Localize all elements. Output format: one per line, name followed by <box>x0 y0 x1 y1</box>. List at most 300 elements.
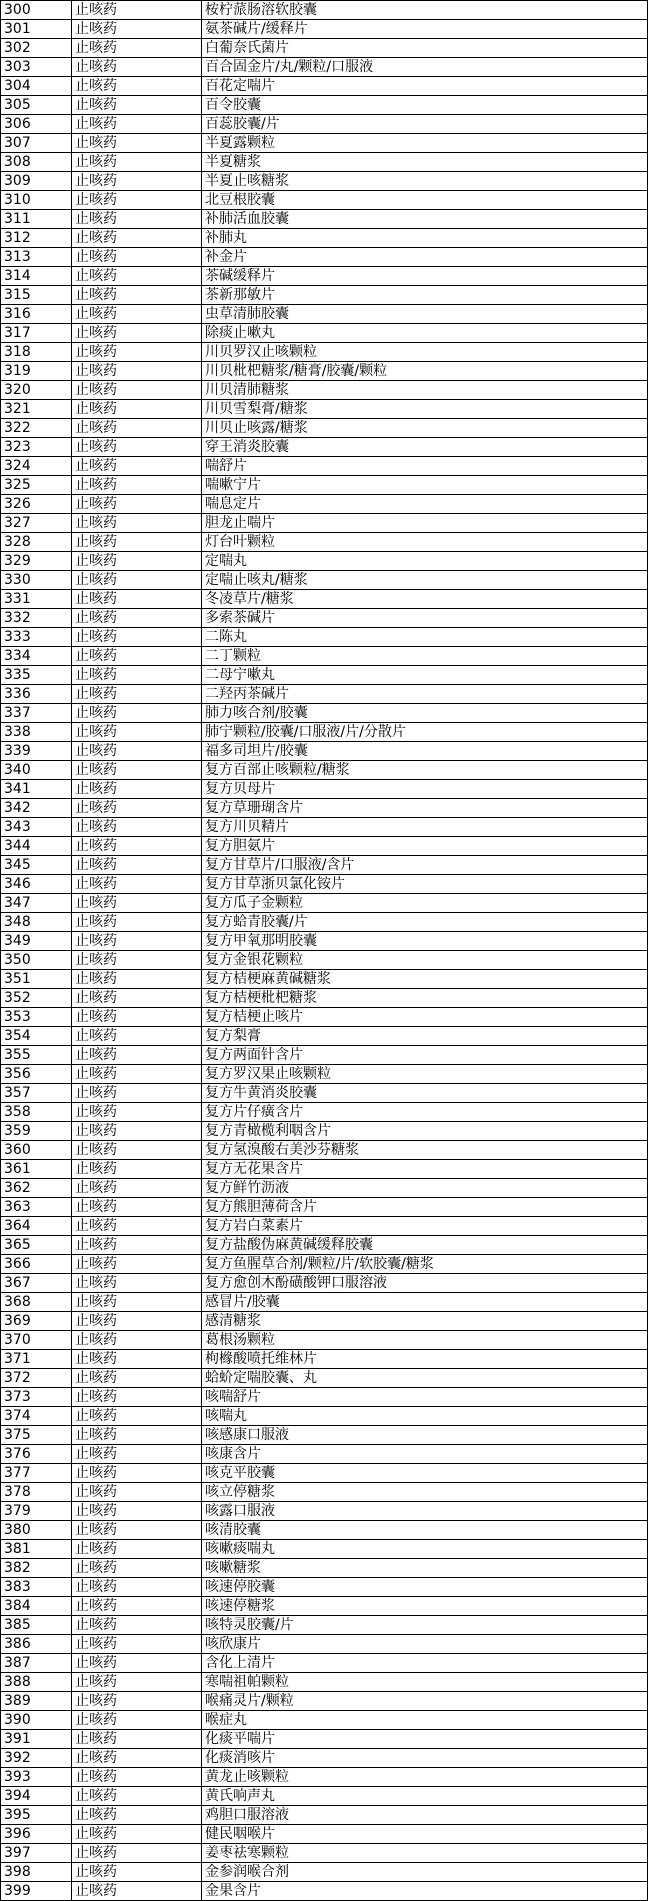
table-row <box>1 1711 648 1730</box>
drug-name-cell: 冬凌草片/糖浆 <box>202 590 648 609</box>
row-number-cell: 323 <box>1 438 72 457</box>
table-row <box>1 514 648 533</box>
category-cell: 止咳药 <box>72 628 202 647</box>
table-row <box>1 742 648 761</box>
category-cell: 止咳药 <box>72 153 202 172</box>
table-row <box>1 1369 648 1388</box>
drug-name-cell: 复方桔梗枇杷糖浆 <box>202 989 648 1008</box>
table-row <box>1 1882 648 1901</box>
drug-name-cell: 二陈丸 <box>202 628 648 647</box>
row-number-cell: 387 <box>1 1654 72 1673</box>
drug-name-cell: 黄龙止咳颗粒 <box>202 1768 648 1787</box>
category-cell: 止咳药 <box>72 1521 202 1540</box>
category-cell: 止咳药 <box>72 1806 202 1825</box>
drug-name-cell: 北豆根胶囊 <box>202 191 648 210</box>
table-row <box>1 1198 648 1217</box>
category-cell: 止咳药 <box>72 666 202 685</box>
table-row <box>1 115 648 134</box>
category-cell: 止咳药 <box>72 875 202 894</box>
table-row <box>1 381 648 400</box>
row-number-cell: 394 <box>1 1787 72 1806</box>
table-row <box>1 1730 648 1749</box>
table-row <box>1 1236 648 1255</box>
category-cell: 止咳药 <box>72 1 202 20</box>
drug-name-cell: 百令胶囊 <box>202 96 648 115</box>
row-number-cell: 388 <box>1 1673 72 1692</box>
table-row <box>1 875 648 894</box>
row-number-cell: 354 <box>1 1027 72 1046</box>
row-number-cell: 340 <box>1 761 72 780</box>
drug-name-cell: 寒喘祖帕颗粒 <box>202 1673 648 1692</box>
row-number-cell: 376 <box>1 1445 72 1464</box>
drug-name-cell: 二丁颗粒 <box>202 647 648 666</box>
drug-name-cell: 复方胆氨片 <box>202 837 648 856</box>
drug-name-cell: 复方川贝精片 <box>202 818 648 837</box>
table-row <box>1 1293 648 1312</box>
drug-name-cell: 穿王消炎胶囊 <box>202 438 648 457</box>
table-row <box>1 1635 648 1654</box>
drug-name-cell: 健民咽喉片 <box>202 1825 648 1844</box>
row-number-cell: 373 <box>1 1388 72 1407</box>
row-number-cell: 337 <box>1 704 72 723</box>
category-cell: 止咳药 <box>72 932 202 951</box>
table-row <box>1 780 648 799</box>
drug-name-cell: 复方牛黄消炎胶囊 <box>202 1084 648 1103</box>
table-row <box>1 1312 648 1331</box>
category-cell: 止咳药 <box>72 818 202 837</box>
row-number-cell: 369 <box>1 1312 72 1331</box>
row-number-cell: 355 <box>1 1046 72 1065</box>
table-row <box>1 932 648 951</box>
category-cell: 止咳药 <box>72 267 202 286</box>
category-cell: 止咳药 <box>72 1730 202 1749</box>
drug-name-cell: 复方甲氧那明胶囊 <box>202 932 648 951</box>
row-number-cell: 396 <box>1 1825 72 1844</box>
category-cell: 止咳药 <box>72 1559 202 1578</box>
category-cell: 止咳药 <box>72 989 202 1008</box>
table-row <box>1 457 648 476</box>
category-cell: 止咳药 <box>72 761 202 780</box>
drug-name-cell: 定喘止咳丸/糖浆 <box>202 571 648 590</box>
table-row <box>1 229 648 248</box>
table-row <box>1 1027 648 1046</box>
drug-name-cell: 咳欣康片 <box>202 1635 648 1654</box>
category-cell: 止咳药 <box>72 1217 202 1236</box>
drug-name-cell: 感清糖浆 <box>202 1312 648 1331</box>
drug-name-cell: 鸡胆口服溶液 <box>202 1806 648 1825</box>
drug-name-cell: 桉柠蒎肠溶软胶囊 <box>202 1 648 20</box>
table-row <box>1 1464 648 1483</box>
drug-name-cell: 金参润喉合剂 <box>202 1863 648 1882</box>
category-cell: 止咳药 <box>72 115 202 134</box>
row-number-cell: 365 <box>1 1236 72 1255</box>
category-cell: 止咳药 <box>72 723 202 742</box>
table-row <box>1 134 648 153</box>
row-number-cell: 316 <box>1 305 72 324</box>
category-cell: 止咳药 <box>72 780 202 799</box>
drug-name-cell: 复方桔梗麻黄碱糖浆 <box>202 970 648 989</box>
row-number-cell: 346 <box>1 875 72 894</box>
category-cell: 止咳药 <box>72 1863 202 1882</box>
row-number-cell: 370 <box>1 1331 72 1350</box>
row-number-cell: 303 <box>1 58 72 77</box>
drug-name-cell: 复方熊胆薄荷含片 <box>202 1198 648 1217</box>
table-row <box>1 343 648 362</box>
category-cell: 止咳药 <box>72 533 202 552</box>
drug-name-cell: 复方鱼腥草合剂/颗粒/片/软胶囊/糖浆 <box>202 1255 648 1274</box>
table-row <box>1 761 648 780</box>
drug-list-body <box>1 1 648 1901</box>
category-cell: 止咳药 <box>72 609 202 628</box>
table-row <box>1 1255 648 1274</box>
drug-name-cell: 化痰平喘片 <box>202 1730 648 1749</box>
table-row <box>1 1350 648 1369</box>
category-cell: 止咳药 <box>72 1844 202 1863</box>
row-number-cell: 381 <box>1 1540 72 1559</box>
drug-name-cell: 百蕊胶囊/片 <box>202 115 648 134</box>
drug-name-cell: 咳嗽糖浆 <box>202 1559 648 1578</box>
drug-name-cell: 肺宁颗粒/胶囊/口服液/片/分散片 <box>202 723 648 742</box>
drug-name-cell: 喘息定片 <box>202 495 648 514</box>
row-number-cell: 345 <box>1 856 72 875</box>
row-number-cell: 393 <box>1 1768 72 1787</box>
row-number-cell: 397 <box>1 1844 72 1863</box>
row-number-cell: 377 <box>1 1464 72 1483</box>
table-row <box>1 20 648 39</box>
row-number-cell: 324 <box>1 457 72 476</box>
row-number-cell: 342 <box>1 799 72 818</box>
drug-name-cell: 咳嗽痰喘丸 <box>202 1540 648 1559</box>
row-number-cell: 325 <box>1 476 72 495</box>
category-cell: 止咳药 <box>72 1464 202 1483</box>
table-row <box>1 1160 648 1179</box>
drug-name-cell: 虫草清肺胶囊 <box>202 305 648 324</box>
row-number-cell: 335 <box>1 666 72 685</box>
table-row <box>1 305 648 324</box>
row-number-cell: 339 <box>1 742 72 761</box>
drug-name-cell: 复方两面针含片 <box>202 1046 648 1065</box>
category-cell: 止咳药 <box>72 343 202 362</box>
drug-name-cell: 除痰止嗽丸 <box>202 324 648 343</box>
category-cell: 止咳药 <box>72 837 202 856</box>
table-row <box>1 1407 648 1426</box>
row-number-cell: 395 <box>1 1806 72 1825</box>
row-number-cell: 366 <box>1 1255 72 1274</box>
row-number-cell: 306 <box>1 115 72 134</box>
category-cell: 止咳药 <box>72 894 202 913</box>
category-cell: 止咳药 <box>72 1084 202 1103</box>
table-row <box>1 1521 648 1540</box>
table-row <box>1 1084 648 1103</box>
category-cell: 止咳药 <box>72 1046 202 1065</box>
table-row <box>1 571 648 590</box>
table-row <box>1 172 648 191</box>
table-row <box>1 1217 648 1236</box>
row-number-cell: 300 <box>1 1 72 20</box>
category-cell: 止咳药 <box>72 134 202 153</box>
category-cell: 止咳药 <box>72 1407 202 1426</box>
table-row <box>1 799 648 818</box>
drug-name-cell: 川贝清肺糖浆 <box>202 381 648 400</box>
category-cell: 止咳药 <box>72 590 202 609</box>
table-row <box>1 1863 648 1882</box>
drug-name-cell: 咳喘舒片 <box>202 1388 648 1407</box>
category-cell: 止咳药 <box>72 1711 202 1730</box>
row-number-cell: 317 <box>1 324 72 343</box>
row-number-cell: 356 <box>1 1065 72 1084</box>
row-number-cell: 357 <box>1 1084 72 1103</box>
table-row <box>1 1388 648 1407</box>
category-cell: 止咳药 <box>72 1578 202 1597</box>
row-number-cell: 378 <box>1 1483 72 1502</box>
table-row <box>1 1445 648 1464</box>
table-row <box>1 1103 648 1122</box>
row-number-cell: 333 <box>1 628 72 647</box>
table-row <box>1 1046 648 1065</box>
drug-name-cell: 川贝止咳露/糖浆 <box>202 419 648 438</box>
table-row <box>1 1768 648 1787</box>
category-cell: 止咳药 <box>72 210 202 229</box>
category-cell: 止咳药 <box>72 1635 202 1654</box>
drug-name-cell: 咳感康口服液 <box>202 1426 648 1445</box>
category-cell: 止咳药 <box>72 400 202 419</box>
row-number-cell: 341 <box>1 780 72 799</box>
row-number-cell: 332 <box>1 609 72 628</box>
drug-name-cell: 喉痛灵片/颗粒 <box>202 1692 648 1711</box>
row-number-cell: 361 <box>1 1160 72 1179</box>
table-row <box>1 1122 648 1141</box>
row-number-cell: 351 <box>1 970 72 989</box>
table-row <box>1 476 648 495</box>
drug-name-cell: 茶新那敏片 <box>202 286 648 305</box>
drug-name-cell: 福多司坦片/胶囊 <box>202 742 648 761</box>
table-row <box>1 1806 648 1825</box>
table-row <box>1 1483 648 1502</box>
row-number-cell: 349 <box>1 932 72 951</box>
drug-name-cell: 咳康含片 <box>202 1445 648 1464</box>
row-number-cell: 319 <box>1 362 72 381</box>
drug-name-cell: 半夏糖浆 <box>202 153 648 172</box>
category-cell: 止咳药 <box>72 1369 202 1388</box>
category-cell: 止咳药 <box>72 96 202 115</box>
drug-name-cell: 川贝罗汉止咳颗粒 <box>202 343 648 362</box>
row-number-cell: 320 <box>1 381 72 400</box>
drug-name-cell: 川贝雪梨膏/糖浆 <box>202 400 648 419</box>
drug-name-cell: 定喘丸 <box>202 552 648 571</box>
drug-name-cell: 半夏止咳糖浆 <box>202 172 648 191</box>
table-row <box>1 723 648 742</box>
drug-name-cell: 复方蛤青胶囊/片 <box>202 913 648 932</box>
drug-name-cell: 二母宁嗽丸 <box>202 666 648 685</box>
category-cell: 止咳药 <box>72 1160 202 1179</box>
row-number-cell: 313 <box>1 248 72 267</box>
category-cell: 止咳药 <box>72 1787 202 1806</box>
table-row <box>1 609 648 628</box>
row-number-cell: 328 <box>1 533 72 552</box>
category-cell: 止咳药 <box>72 1768 202 1787</box>
drug-name-cell: 氨茶碱片/缓释片 <box>202 20 648 39</box>
drug-name-cell: 黄氏响声丸 <box>202 1787 648 1806</box>
table-row <box>1 1331 648 1350</box>
category-cell: 止咳药 <box>72 1312 202 1331</box>
category-cell: 止咳药 <box>72 1198 202 1217</box>
drug-name-cell: 咳立停糖浆 <box>202 1483 648 1502</box>
drug-name-cell: 复方桔梗止咳片 <box>202 1008 648 1027</box>
row-number-cell: 338 <box>1 723 72 742</box>
row-number-cell: 360 <box>1 1141 72 1160</box>
category-cell: 止咳药 <box>72 1103 202 1122</box>
drug-name-cell: 补肺活血胶囊 <box>202 210 648 229</box>
category-cell: 止咳药 <box>72 457 202 476</box>
table-row <box>1 324 648 343</box>
drug-name-cell: 茶碱缓释片 <box>202 267 648 286</box>
table-row <box>1 647 648 666</box>
drug-name-cell: 复方片仔癀含片 <box>202 1103 648 1122</box>
row-number-cell: 382 <box>1 1559 72 1578</box>
table-row <box>1 894 648 913</box>
category-cell: 止咳药 <box>72 476 202 495</box>
drug-name-cell: 葛根汤颗粒 <box>202 1331 648 1350</box>
table-row <box>1 1597 648 1616</box>
table-row <box>1 533 648 552</box>
drug-name-cell: 咳喘丸 <box>202 1407 648 1426</box>
row-number-cell: 331 <box>1 590 72 609</box>
table-row <box>1 400 648 419</box>
category-cell: 止咳药 <box>72 1065 202 1084</box>
row-number-cell: 347 <box>1 894 72 913</box>
drug-name-cell: 半夏露颗粒 <box>202 134 648 153</box>
row-number-cell: 367 <box>1 1274 72 1293</box>
table-row <box>1 153 648 172</box>
category-cell: 止咳药 <box>72 1331 202 1350</box>
category-cell: 止咳药 <box>72 286 202 305</box>
row-number-cell: 379 <box>1 1502 72 1521</box>
category-cell: 止咳药 <box>72 1027 202 1046</box>
drug-name-cell: 白葡奈氏菌片 <box>202 39 648 58</box>
drug-name-cell: 复方瓜子金颗粒 <box>202 894 648 913</box>
row-number-cell: 307 <box>1 134 72 153</box>
table-row <box>1 286 648 305</box>
row-number-cell: 344 <box>1 837 72 856</box>
table-row <box>1 970 648 989</box>
table-row <box>1 704 648 723</box>
row-number-cell: 315 <box>1 286 72 305</box>
table-row <box>1 438 648 457</box>
category-cell: 止咳药 <box>72 1654 202 1673</box>
drug-name-cell: 枸橼酸喷托维林片 <box>202 1350 648 1369</box>
category-cell: 止咳药 <box>72 495 202 514</box>
table-row <box>1 58 648 77</box>
category-cell: 止咳药 <box>72 1616 202 1635</box>
drug-name-cell: 化痰消咳片 <box>202 1749 648 1768</box>
row-number-cell: 343 <box>1 818 72 837</box>
table-row <box>1 685 648 704</box>
category-cell: 止咳药 <box>72 856 202 875</box>
table-row <box>1 818 648 837</box>
drug-name-cell: 复方梨膏 <box>202 1027 648 1046</box>
category-cell: 止咳药 <box>72 20 202 39</box>
category-cell: 止咳药 <box>72 39 202 58</box>
row-number-cell: 398 <box>1 1863 72 1882</box>
table-row <box>1 1426 648 1445</box>
drug-name-cell: 复方盐酸伪麻黄碱缓释胶囊 <box>202 1236 648 1255</box>
table-row <box>1 39 648 58</box>
category-cell: 止咳药 <box>72 248 202 267</box>
row-number-cell: 312 <box>1 229 72 248</box>
category-cell: 止咳药 <box>72 1825 202 1844</box>
category-cell: 止咳药 <box>72 514 202 533</box>
category-cell: 止咳药 <box>72 1540 202 1559</box>
table-row <box>1 628 648 647</box>
row-number-cell: 314 <box>1 267 72 286</box>
table-row <box>1 191 648 210</box>
category-cell: 止咳药 <box>72 1122 202 1141</box>
row-number-cell: 336 <box>1 685 72 704</box>
drug-name-cell: 复方鲜竹沥液 <box>202 1179 648 1198</box>
drug-name-cell: 补金片 <box>202 248 648 267</box>
drug-name-cell: 咳速停糖浆 <box>202 1597 648 1616</box>
row-number-cell: 364 <box>1 1217 72 1236</box>
row-number-cell: 309 <box>1 172 72 191</box>
row-number-cell: 350 <box>1 951 72 970</box>
table-row <box>1 1179 648 1198</box>
table-row <box>1 1692 648 1711</box>
category-cell: 止咳药 <box>72 1274 202 1293</box>
category-cell: 止咳药 <box>72 1141 202 1160</box>
drug-name-cell: 复方罗汉果止咳颗粒 <box>202 1065 648 1084</box>
table-row <box>1 1844 648 1863</box>
row-number-cell: 301 <box>1 20 72 39</box>
row-number-cell: 372 <box>1 1369 72 1388</box>
table-row <box>1 666 648 685</box>
category-cell: 止咳药 <box>72 1445 202 1464</box>
table-row <box>1 1559 648 1578</box>
drug-name-cell: 肺力咳合剂/胶囊 <box>202 704 648 723</box>
row-number-cell: 383 <box>1 1578 72 1597</box>
drug-name-cell: 百合固金片/丸/颗粒/口服液 <box>202 58 648 77</box>
row-number-cell: 386 <box>1 1635 72 1654</box>
drug-name-cell: 补肺丸 <box>202 229 648 248</box>
category-cell: 止咳药 <box>72 970 202 989</box>
table-row <box>1 77 648 96</box>
category-cell: 止咳药 <box>72 571 202 590</box>
table-row <box>1 1673 648 1692</box>
category-cell: 止咳药 <box>72 1502 202 1521</box>
row-number-cell: 368 <box>1 1293 72 1312</box>
row-number-cell: 392 <box>1 1749 72 1768</box>
row-number-cell: 358 <box>1 1103 72 1122</box>
category-cell: 止咳药 <box>72 305 202 324</box>
row-number-cell: 305 <box>1 96 72 115</box>
row-number-cell: 326 <box>1 495 72 514</box>
table-row <box>1 267 648 286</box>
row-number-cell: 348 <box>1 913 72 932</box>
table-row <box>1 913 648 932</box>
row-number-cell: 389 <box>1 1692 72 1711</box>
category-cell: 止咳药 <box>72 172 202 191</box>
drug-name-cell: 川贝枇杷糖浆/糖膏/胶囊/颗粒 <box>202 362 648 381</box>
table-row <box>1 1787 648 1806</box>
drug-name-cell: 咳速停胶囊 <box>202 1578 648 1597</box>
row-number-cell: 362 <box>1 1179 72 1198</box>
category-cell: 止咳药 <box>72 742 202 761</box>
row-number-cell: 399 <box>1 1882 72 1901</box>
table-row <box>1 837 648 856</box>
row-number-cell: 321 <box>1 400 72 419</box>
category-cell: 止咳药 <box>72 1882 202 1901</box>
drug-name-cell: 复方愈创木酚磺酸钾口服溶液 <box>202 1274 648 1293</box>
category-cell: 止咳药 <box>72 324 202 343</box>
